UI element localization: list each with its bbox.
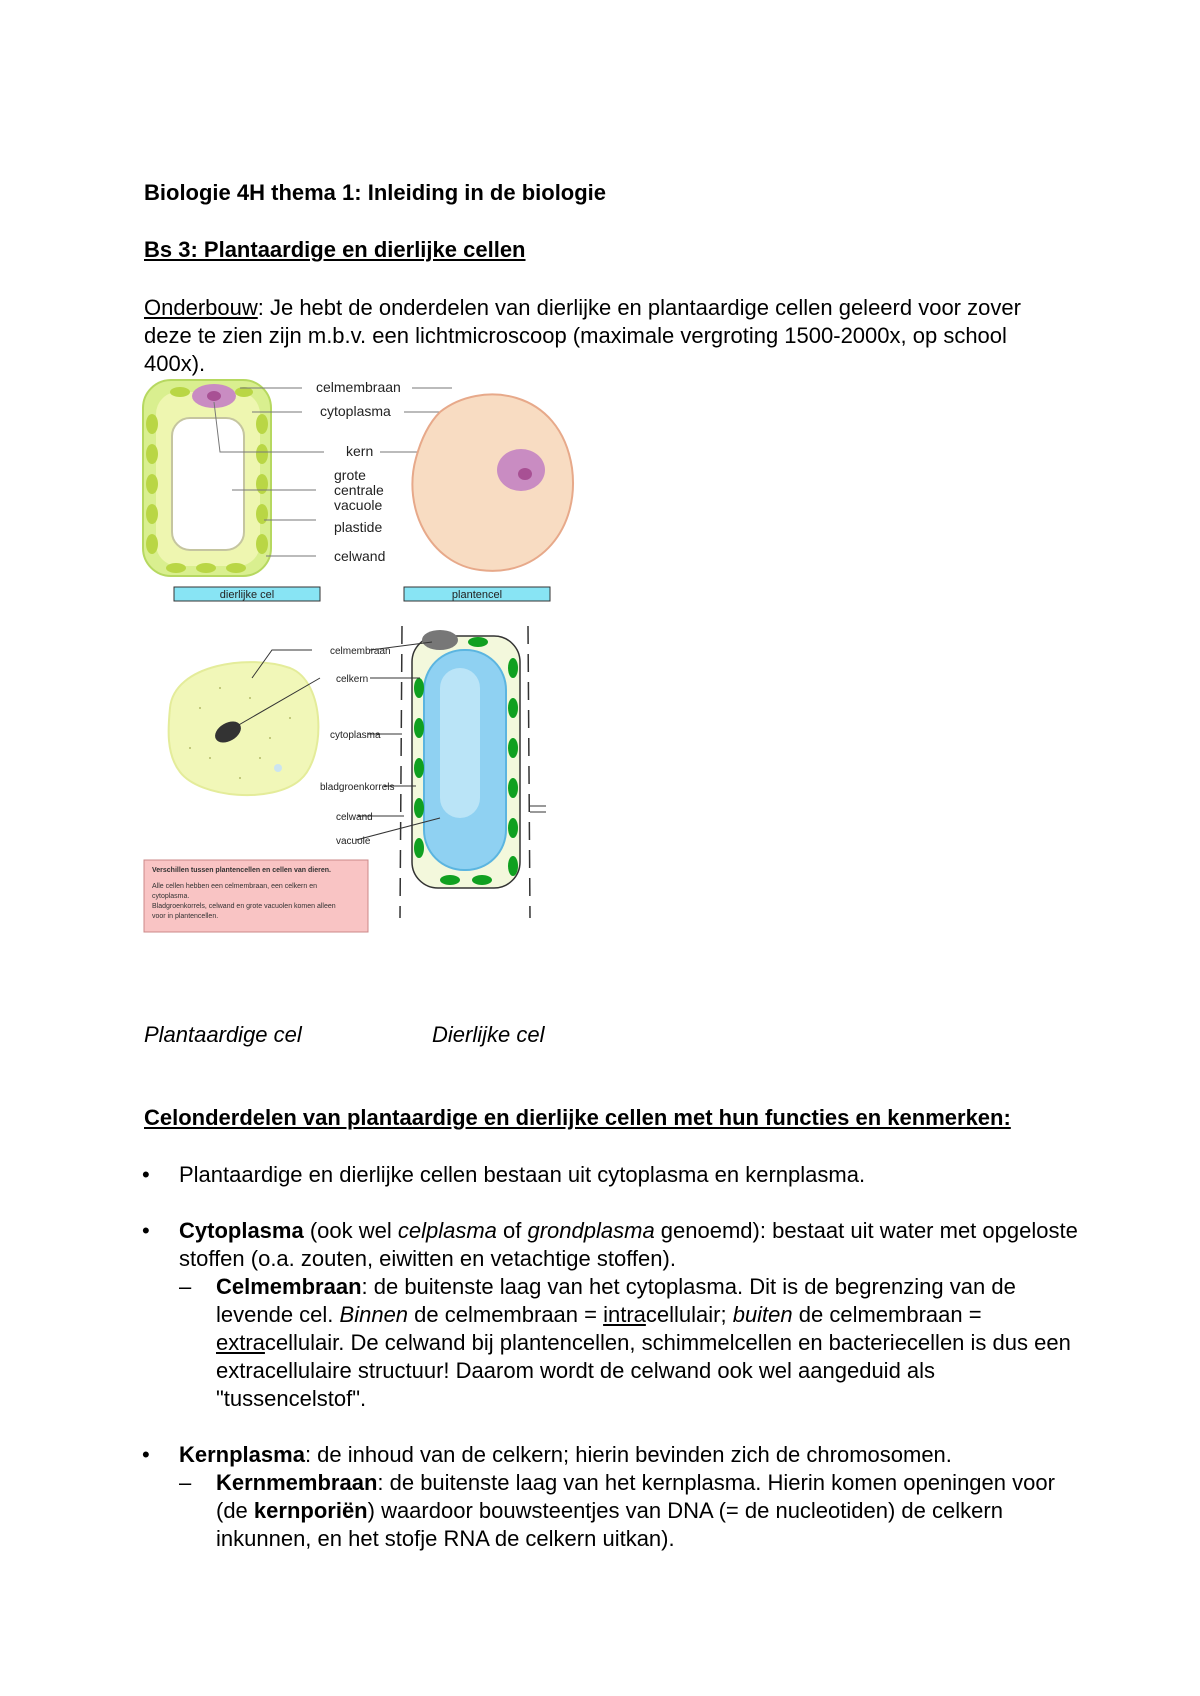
- label-cytoplasma: cytoplasma: [320, 403, 391, 419]
- document-title: Biologie 4H thema 1: Inleiding in de biologie: [144, 180, 607, 205]
- label-b-celmembraan: celmembraan: [330, 646, 391, 657]
- intro-text: : Je hebt de onderdelen van dierlijke en plantaardige cellen geleerd voor zover deze te zien zijn m.b.v. een lichtmicroscoop (maximale vergroting 1500-2000x, op school 400x).: [144, 295, 1021, 376]
- text: (ook wel: [303, 1218, 398, 1243]
- celonderdelen-title: Celonderdelen van plantaardige en dierlijke cellen met hun functies en kenmerken:: [144, 1105, 1011, 1130]
- bullet-1-text: Plantaardige en dierlijke cellen bestaan uit cytoplasma en kernplasma.: [179, 1162, 866, 1187]
- term-kernmembraan: Kernmembraan: [216, 1470, 378, 1495]
- top-labels: [316, 379, 401, 564]
- sub-kernmembraan-text: [179, 1469, 1082, 1553]
- label-celmembraan: celmembraan: [316, 379, 401, 395]
- label-celwand: celwand: [334, 548, 386, 564]
- box-line3: Bladgroenkorrels, celwand en grote vacuolen komen alleen: [152, 903, 336, 910]
- box-line1: Alle cellen hebben een celmembraan, een celkern en: [152, 883, 317, 890]
- term-celmembraan: Celmembraan: [216, 1274, 362, 1299]
- bullet-cytoplasma-text: [179, 1217, 1082, 1413]
- term-intra: intra: [603, 1302, 646, 1327]
- bullet-dot: •: [142, 1162, 150, 1187]
- term-buiten: buiten: [732, 1302, 793, 1327]
- label-vacuole: vacuole: [334, 497, 383, 513]
- dash: –: [179, 1274, 192, 1299]
- dash: –: [179, 1470, 192, 1495]
- text: cellulair. De celwand bij plantencellen, schimmelcellen en bacteriecellen is dus een extracellulaire structuur! Daarom wordt de celwand ook wel aangeduid als "tussencelstof".: [216, 1330, 1071, 1411]
- label-grote: grote: [334, 467, 366, 483]
- label-b-vacuole: vacuole: [336, 836, 371, 847]
- term-extra: extra: [216, 1330, 265, 1355]
- section-title: Bs 3: Plantaardige en dierlijke cellen: [144, 237, 526, 262]
- label-plastide: plastide: [334, 519, 383, 535]
- text: of: [496, 1218, 528, 1243]
- label-kern: kern: [346, 443, 374, 459]
- sub-celmembraan: [179, 1273, 1082, 1413]
- box-line4: voor in plantencellen.: [152, 913, 219, 920]
- text: genoemd): bestaat uit water met opgeloste stoffen (o.a. zouten, eiwitten en vetachtige stoffen).: [179, 1218, 1078, 1271]
- bottom-labels: [320, 646, 395, 847]
- term-binnen: Binnen: [339, 1302, 409, 1327]
- label-b-celwand: celwand: [336, 812, 373, 823]
- text: : de buitenste laag van het kernplasma. Hierin komen openingen voor (de: [216, 1470, 1055, 1523]
- sub-kernmembraan: [179, 1469, 1082, 1553]
- label-centrale: centrale: [334, 482, 384, 498]
- bullet-kernplasma-text: [179, 1441, 1082, 1553]
- term-celplasma: celplasma: [397, 1218, 497, 1243]
- term-kernporien: kernporiën: [253, 1498, 368, 1523]
- bottom-plant-cell: [400, 626, 530, 918]
- sub-celmembraan-text: [179, 1273, 1082, 1413]
- caption-dierlijke-cel: Dierlijke cel: [432, 1022, 545, 1047]
- tag-plantencel: plantencel: [451, 589, 503, 601]
- term-grondplasma: grondplasma: [527, 1218, 655, 1243]
- text: : de inhoud van de celkern; hierin bevinden zich de chromosomen.: [304, 1442, 952, 1467]
- intro-paragraph: [144, 294, 1064, 378]
- bullet-dot: •: [142, 1218, 150, 1243]
- box-title: Verschillen tussen plantencellen en cellen van dieren.: [152, 867, 331, 874]
- text: : de buitenste laag van het cytoplasma. Dit is de begrenzing van de levende cel.: [216, 1274, 1016, 1327]
- text: ) waardoor bouwsteentjes van DNA (= de nucleotiden) de celkern inkunnen, en het stofje RNA de celkern uitkan).: [216, 1498, 1003, 1551]
- label-b-bladgroenkorrels: bladgroenkorrels: [320, 782, 395, 793]
- intro-label: Onderbouw: [144, 295, 258, 320]
- term-cytoplasma: Cytoplasma: [179, 1218, 304, 1243]
- box-line2: cytoplasma.: [152, 893, 190, 900]
- caption-plantaardige-cel: Plantaardige cel: [144, 1022, 302, 1047]
- top-plant-cell: [143, 380, 324, 576]
- text: de celmembraan =: [408, 1302, 604, 1327]
- top-animal-cell: [412, 394, 573, 570]
- cell-diagrams-figure: [140, 378, 580, 938]
- label-b-celkern: celkern: [336, 674, 369, 685]
- label-b-cytoplasma: cytoplasma: [330, 730, 381, 741]
- tag-dierlijke-cel: dierlijke cel: [219, 589, 275, 601]
- text: cellulair;: [645, 1302, 733, 1327]
- text: de celmembraan =: [792, 1302, 982, 1327]
- bottom-animal-cell: [169, 662, 319, 795]
- bullet-dot: •: [142, 1442, 150, 1467]
- term-kernplasma: Kernplasma: [179, 1442, 305, 1467]
